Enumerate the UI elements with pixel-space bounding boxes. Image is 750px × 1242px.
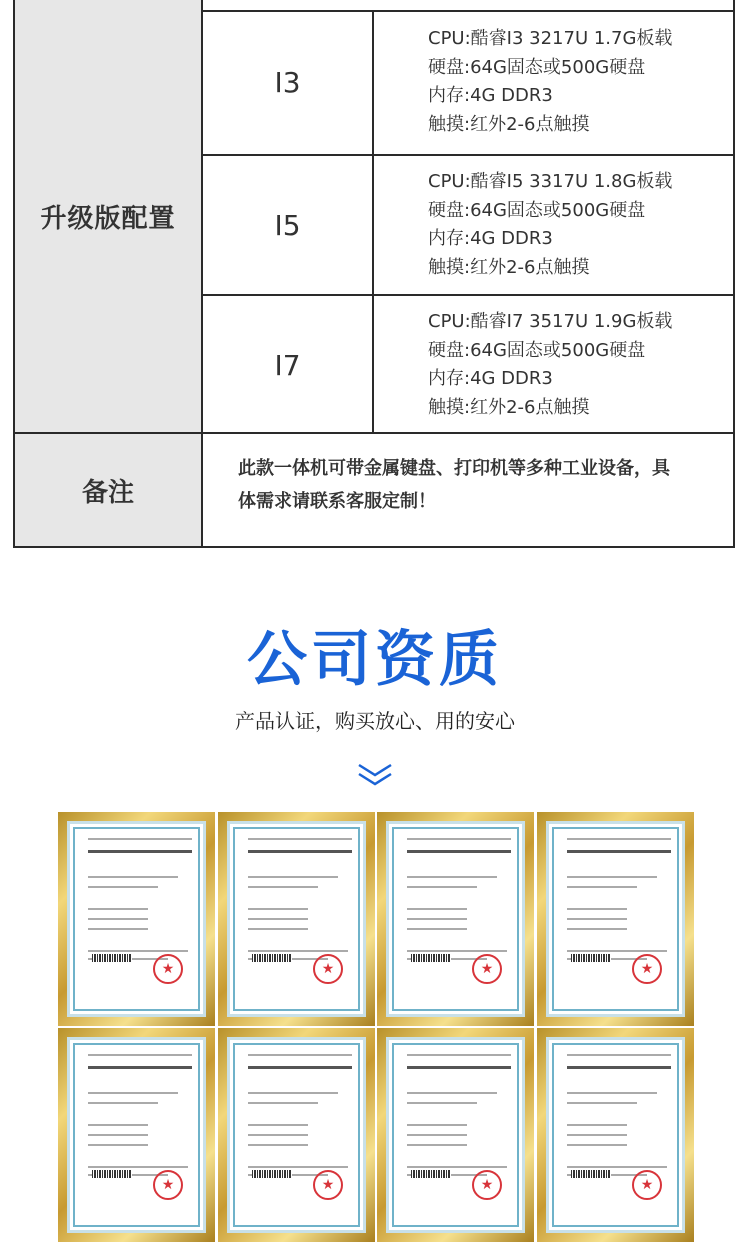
remark-line: 体需求请联系客服定制！ (238, 491, 436, 512)
model-label: I7 (274, 348, 301, 382)
certificate-image: ★ (58, 1028, 215, 1242)
spec-cpu: CPU:酷睿I7 3517U 1.9G板载 (428, 311, 673, 332)
certificate-grid (58, 812, 694, 1242)
section-subtitle: 产品认证，购买放心、用的安心 (235, 709, 515, 733)
model-cell-i5 (203, 156, 374, 294)
spec-cpu: CPU:酷睿I5 3317U 1.8G板载 (428, 171, 673, 192)
remark-line: 此款一体机可带金属键盘、打印机等多种工业设备，具 (238, 458, 670, 479)
certificate-image: ★ (537, 1028, 694, 1242)
spec-touch: 触摸:红外2-6点触摸 (428, 396, 590, 418)
spec-touch: 触摸:红外2-6点触摸 (428, 256, 590, 278)
certificate-image: ★ (377, 812, 534, 1026)
spec-cell-i3 (374, 10, 733, 154)
spec-touch: 触摸:红外2-6点触摸 (428, 113, 590, 135)
spec-disk: 硬盘:64G固态或500G硬盘 (428, 56, 646, 78)
certificate-image: ★ (377, 1028, 534, 1242)
remark-category-cell (15, 434, 203, 546)
upgrade-category-label: 升级版配置 (40, 203, 176, 234)
upgrade-category-cell (15, 0, 203, 434)
certificate-image: ★ (537, 812, 694, 1026)
remark-label: 备注 (81, 477, 134, 508)
double-chevron-down-icon (357, 762, 393, 788)
model-cell-i7 (203, 296, 374, 434)
model-label: I5 (274, 208, 301, 242)
spec-disk: 硬盘:64G固态或500G硬盘 (428, 339, 646, 361)
spec-disk: 硬盘:64G固态或500G硬盘 (428, 199, 646, 221)
spec-table (13, 0, 735, 548)
spec-cpu: CPU:酷睿I3 3217U 1.7G板载 (428, 28, 673, 49)
spec-cell-i7 (374, 296, 733, 434)
spec-memory: 内存:4G DDR3 (428, 228, 553, 249)
model-cell-i3 (203, 10, 374, 154)
certificate-image: ★ (218, 1028, 375, 1242)
spec-memory: 内存:4G DDR3 (428, 85, 553, 106)
remark-text (238, 452, 698, 518)
certificate-image: ★ (58, 812, 215, 1026)
certificate-image: ★ (218, 812, 375, 1026)
spec-cell-i5 (374, 156, 733, 294)
spec-memory: 内存:4G DDR3 (428, 368, 553, 389)
model-label: I3 (274, 65, 301, 99)
section-title: 公司资质 (247, 625, 503, 695)
